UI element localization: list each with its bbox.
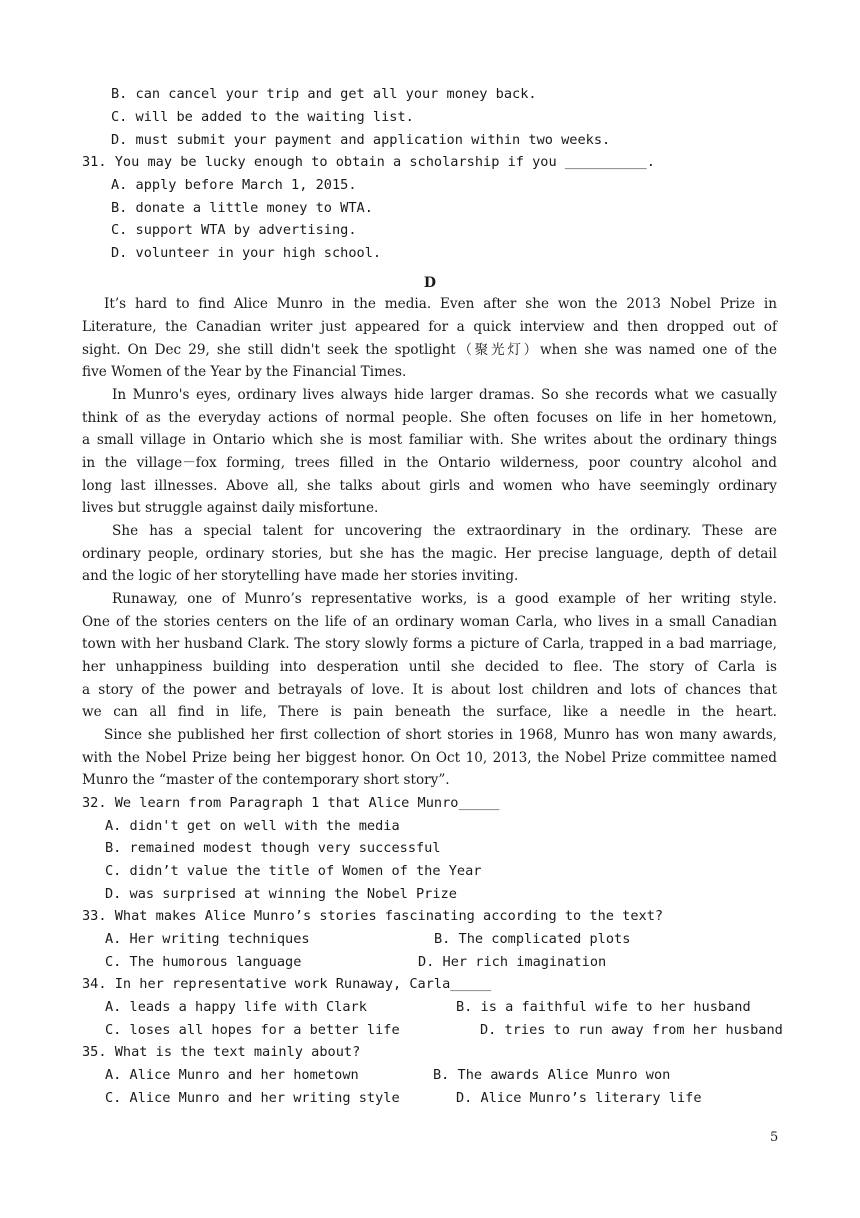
q34-option-a: A. leads a happy life with Clark	[105, 999, 367, 1015]
passage-line: long last illnesses. Above all, she talks about girls and women who have seemingly ordinary	[82, 478, 777, 494]
section-title: D	[423, 275, 437, 291]
q31-option-d: D. volunteer in your high school.	[111, 245, 382, 261]
q31-stem: 31. You may be lucky enough to obtain a scholarship if you __________.	[82, 154, 655, 170]
passage-line: we can all find in life, There is pain beneath the surface, like a needle in the heart.	[82, 704, 777, 720]
page-number: 5	[770, 1130, 779, 1145]
q32-stem: 32. We learn from Paragraph 1 that Alice Munro_____	[82, 795, 500, 811]
q32-option-c: C. didn’t value the title of Women of the Year	[105, 863, 482, 879]
passage-line: a story of the power and betrayals of love. It is about lost children and lots of chances that	[82, 682, 777, 698]
q35-option-b: B. The awards Alice Munro won	[433, 1067, 671, 1083]
q34-option-c: C. loses all hopes for a better life	[105, 1022, 400, 1038]
passage-line: town with her husband Clark. The story slowly forms a picture of Carla, trapped in a bad marriage,	[82, 636, 777, 652]
passage-line: Munro the “master of the contemporary short story”.	[82, 772, 450, 788]
q32-option-d: D. was surprised at winning the Nobel Prize	[105, 886, 457, 902]
passage-line: her unhappiness building into desperation until she decided to flee. The story of Carla is	[82, 659, 777, 675]
passage-line: a small village in Ontario which she is most familiar with. She writes about the ordinary things	[82, 432, 777, 448]
passage-line: Runaway, one of Munro’s representative works, is a good example of her writing style.	[112, 591, 777, 607]
q33-option-c: C. The humorous language	[105, 954, 302, 970]
q31-option-a: A. apply before March 1, 2015.	[111, 177, 357, 193]
passage-line: ordinary people, ordinary stories, but she has the magic. Her precise language, depth of detail	[82, 546, 777, 562]
q35-option-d: D. Alice Munro’s literary life	[456, 1090, 702, 1106]
passage-line: Since she published her first collection of short stories in 1968, Munro has won many awards,	[104, 727, 777, 743]
passage-line: In Munro's eyes, ordinary lives always hide larger dramas. So she records what we casually	[112, 387, 777, 403]
q33-option-b: B. The complicated plots	[434, 931, 631, 947]
q30-option-c: C. will be added to the waiting list.	[111, 109, 414, 125]
q32-option-a: A. didn't get on well with the media	[105, 818, 400, 834]
q32-option-b: B. remained modest though very successful	[105, 840, 441, 856]
passage-line: think of as the everyday actions of normal people. She often focuses on life in her hometown,	[82, 410, 777, 426]
passage-line: She has a special talent for uncovering the extraordinary in the ordinary. These are	[112, 523, 777, 539]
q33-option-a: A. Her writing techniques	[105, 931, 310, 947]
passage-line: and the logic of her storytelling have made her stories inviting.	[82, 568, 519, 584]
q31-option-b: B. donate a little money to WTA.	[111, 200, 373, 216]
q34-option-d: D. tries to run away from her husband	[480, 1022, 783, 1038]
q34-option-b: B. is a faithful wife to her husband	[456, 999, 751, 1015]
passage-line: It’s hard to find Alice Munro in the media. Even after she won the 2013 Nobel Prize in	[104, 296, 777, 312]
passage-line: with the Nobel Prize being her biggest honor. On Oct 10, 2013, the Nobel Prize committee named	[82, 750, 777, 766]
passage-line: Literature, the Canadian writer just appeared for a quick interview and then dropped out of	[82, 319, 777, 335]
q35-option-a: A. Alice Munro and her hometown	[105, 1067, 359, 1083]
q30-option-b: B. can cancel your trip and get all your money back.	[111, 86, 537, 102]
passage-line: lives but struggle against daily misfortune.	[82, 500, 379, 516]
q31-option-c: C. support WTA by advertising.	[111, 222, 357, 238]
passage-line: One of the stories centers on the life of an ordinary woman Carla, who lives in a small Canadian	[82, 614, 777, 630]
passage-line: sight. On Dec 29, she still didn't seek the spotlight（聚光灯）when she was named one of the	[82, 342, 777, 358]
q34-stem: 34. In her representative work Runaway, Carla_____	[82, 976, 492, 992]
passage-line: in the village－fox forming, trees filled in the Ontario wilderness, poor country alcohol and	[82, 455, 777, 471]
q33-stem: 33. What makes Alice Munro’s stories fascinating according to the text?	[82, 908, 664, 924]
q35-option-c: C. Alice Munro and her writing style	[105, 1090, 400, 1106]
passage-line: five Women of the Year by the Financial Times.	[82, 364, 407, 380]
q35-stem: 35. What is the text mainly about?	[82, 1044, 361, 1060]
q33-option-d: D. Her rich imagination	[418, 954, 607, 970]
q30-option-d: D. must submit your payment and application within two weeks.	[111, 132, 611, 148]
